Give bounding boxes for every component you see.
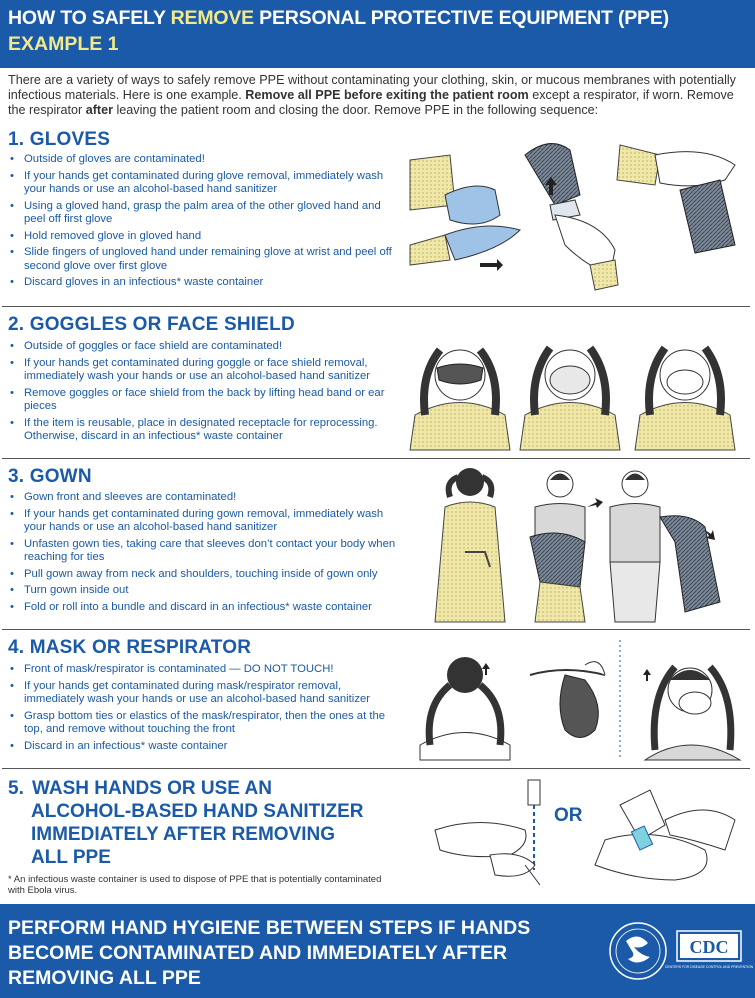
list-item: • Remove goggles or face shield from the back by lifting head band or ear pieces [8,387,403,414]
mask-illustration [410,635,750,765]
svg-text:CENTERS FOR DISEASE CONTROL AN: CENTERS FOR DISEASE CONTROL AND PREVENTION [664,965,754,969]
hhs-seal-icon [608,911,668,991]
cdc-logo [664,930,754,974]
section-divider [2,458,750,459]
list-item: • Turn gown inside out [8,584,403,597]
list-item: • Pull gown away from neck and shoulders, touching inside of gown only [8,568,403,581]
list-item: • Front of mask/respirator is contaminated — DO NOT TOUCH! [8,663,403,676]
section-mask-bullets [8,663,403,756]
list-item: • Discard in an infectious* waste container [8,740,403,753]
section-goggles-bullets [8,340,403,447]
list-item: • Fold or roll into a bundle and discard in an infectious* waste container [8,601,403,614]
list-item: • Unfasten gown ties, taking care that sleeves don’t contact your body when reaching for ties [8,538,403,565]
goggles-illustration [405,320,750,455]
list-item: • Hold removed glove in gloved hand [8,230,398,243]
list-item: • Discard gloves in an infectious* waste container [8,276,398,289]
section-goggles-title: 2. GOGGLES OR FACE SHIELD [8,314,295,335]
gloves-illustration [405,135,750,305]
list-item: • If your hands get contaminated during mask/respirator removal, immediately wash your hands or use an alcohol-based hand sanitizer [8,680,403,707]
list-item: • Outside of goggles or face shield are contaminated! [8,340,403,353]
list-item: • If the item is reusable, place in designated receptacle for reprocessing. Otherwise, discard in an infectious* waste container [8,417,403,444]
list-item: • If your hands get contaminated during glove removal, immediately wash your hands or use an alcohol-based hand sanitizer [8,170,398,197]
section-divider [2,768,750,769]
list-item: • Using a gloved hand, grasp the palm area of the other gloved hand and peel off first glove [8,200,398,227]
list-item: • Slide fingers of ungloved hand under remaining glove at wrist and peel off second glove over first glove [8,246,398,273]
or-label: OR [554,805,583,826]
list-item: • If your hands get contaminated during gown removal, immediately wash your hands or use an alcohol-based hand sanitizer [8,508,403,535]
intro-paragraph: There are a variety of ways to safely remove PPE without contaminating your clothing, skin, or mucous membranes with potentially infectious materials. Here is one example. Remove all PPE before exiting the patient room except a respirator, if worn. Remove the respirator after leaving the patient room and closing the door. Remove PPE in the following sequence: [8,73,736,117]
section-gloves-title: 1. GLOVES [8,129,111,150]
gown-illustration [430,462,750,627]
list-item: • Outside of gloves are contaminated! [8,153,398,166]
hand-washing-icon [430,775,545,890]
svg-text:CDC: CDC [689,937,729,957]
section-wash-title: 5. WASH HANDS OR USE AN ALCOHOL-BASED HAND SANITIZER IMMEDIATELY AFTER REMOVING ALL PPE [8,778,364,868]
page-subtitle: EXAMPLE 1 [8,33,119,55]
footnote: * An infectious waste container is used to dispose of PPE that is potentially contaminated with Ebola virus. [8,874,382,896]
list-item: • If your hands get contaminated during goggle or face shield removal, immediately wash your hands or use an alcohol-based hand sanitizer [8,357,403,384]
section-gown-bullets [8,491,403,618]
page-header [0,0,755,68]
hand-sanitizer-icon [585,780,745,890]
section-gloves-bullets [8,153,398,293]
section-gown-title: 3. GOWN [8,466,92,487]
list-item: • Grasp bottom ties or elastics of the mask/respirator, then the ones at the top, and remove without touching the front [8,710,403,737]
list-item: • Gown front and sleeves are contaminated! [8,491,403,504]
page-title: HOW TO SAFELY REMOVE PERSONAL PROTECTIVE EQUIPMENT (PPE) [8,7,669,29]
footer-message: PERFORM HAND HYGIENE BETWEEN STEPS IF HANDS BECOME CONTAMINATED AND IMMEDIATELY AFTER REMOVING ALL PPE [8,917,531,989]
section-mask-title: 4. MASK OR RESPIRATOR [8,637,252,658]
section-divider [2,629,750,630]
section-divider [2,306,750,307]
